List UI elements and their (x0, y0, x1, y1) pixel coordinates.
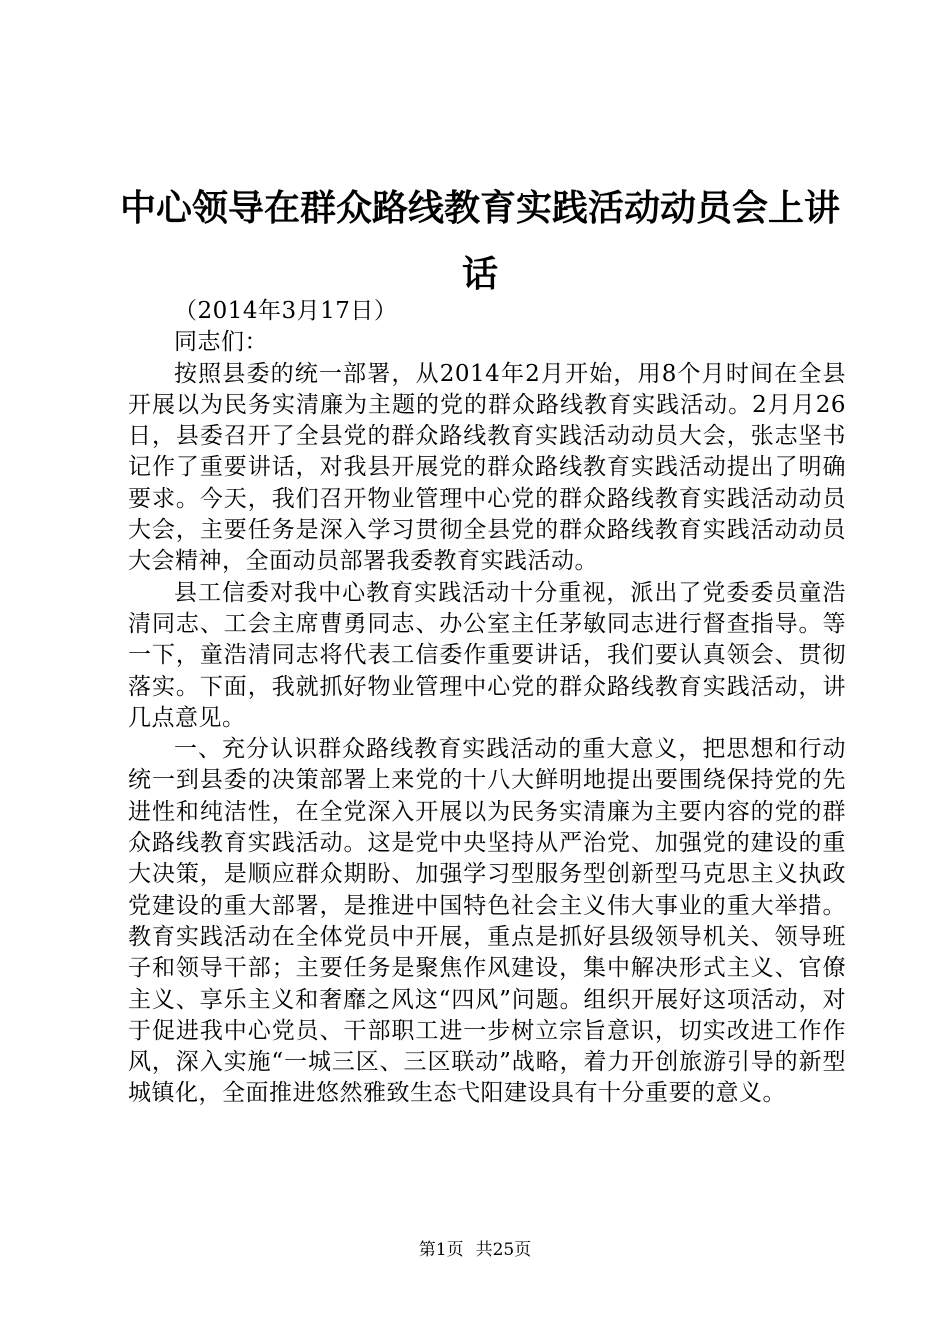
document-title: 中心领导在群众路线教育实践活动动员会上讲话 (120, 188, 841, 295)
paragraph-3: 一、充分认识群众路线教育实践活动的重大意义，把思想和行动统一到县委的决策部署上来党的十八大鲜明地提出要围绕保持党的先进性和纯洁性，在全党深入开展以为民务实清廉为主要内容的党的群众路线教育实践活动。这是党中央坚持从严治党、加强党的建设的重大决策，是顺应群众期盼、加强学习型服务型创新型马克思主义执政党建设的重大部署，是推进中国特色社会主义伟大事业的重大举措。教育实践活动在全体党员中开展，重点是抓好县级领导机关、领导班子和领导干部；主要任务是聚焦作风建设，集中解决形式主义、官僚主义、享乐主义和奢靡之风这“四风”问题。组织开展好这项活动，对于促进我中心党员、干部职工进一步树立宗旨意识，切实改进工作作风，深入实施“一城三区、三区联动”战略，着力开创旅游引导的新型城镇化，全面推进悠然雅致生态弋阳建设具有十分重要的意义。 (128, 736, 846, 1107)
paragraph-2: 县工信委对我中心教育实践活动十分重视，派出了党委委员童浩清同志、工会主席曹勇同志、办公室主任茅敏同志进行督查指导。等一下，童浩清同志将代表工信委作重要讲话，我们要认真领会、贯彻落实。下面，我就抓好物业管理中心党的群众路线教育实践活动，讲几点意见。 (128, 579, 846, 731)
speech-date: （2014年3月17日） (174, 298, 398, 324)
paragraph-1: 按照县委的统一部署，从2014年2月开始，用8个月时间在全县开展以为民务实清廉为主题的党的群众路线教育实践活动。2月月26日，县委召开了全县党的群众路线教育实践活动动员大会，张志坚书记作了重要讲话，对我县开展党的群众路线教育实践活动提出了明确要求。今天，我们召开物业管理中心党的群众路线教育实践活动动员大会，主要任务是深入学习贯彻全县党的群众路线教育实践活动动员大会精神，全面动员部署我委教育实践活动。 (128, 360, 846, 575)
page-total: 共25页 (475, 1240, 532, 1260)
salutation: 同志们： (174, 329, 268, 356)
page-footer (0, 1238, 950, 1262)
document-body (128, 296, 846, 1110)
page-number: 第1页 (418, 1240, 464, 1260)
